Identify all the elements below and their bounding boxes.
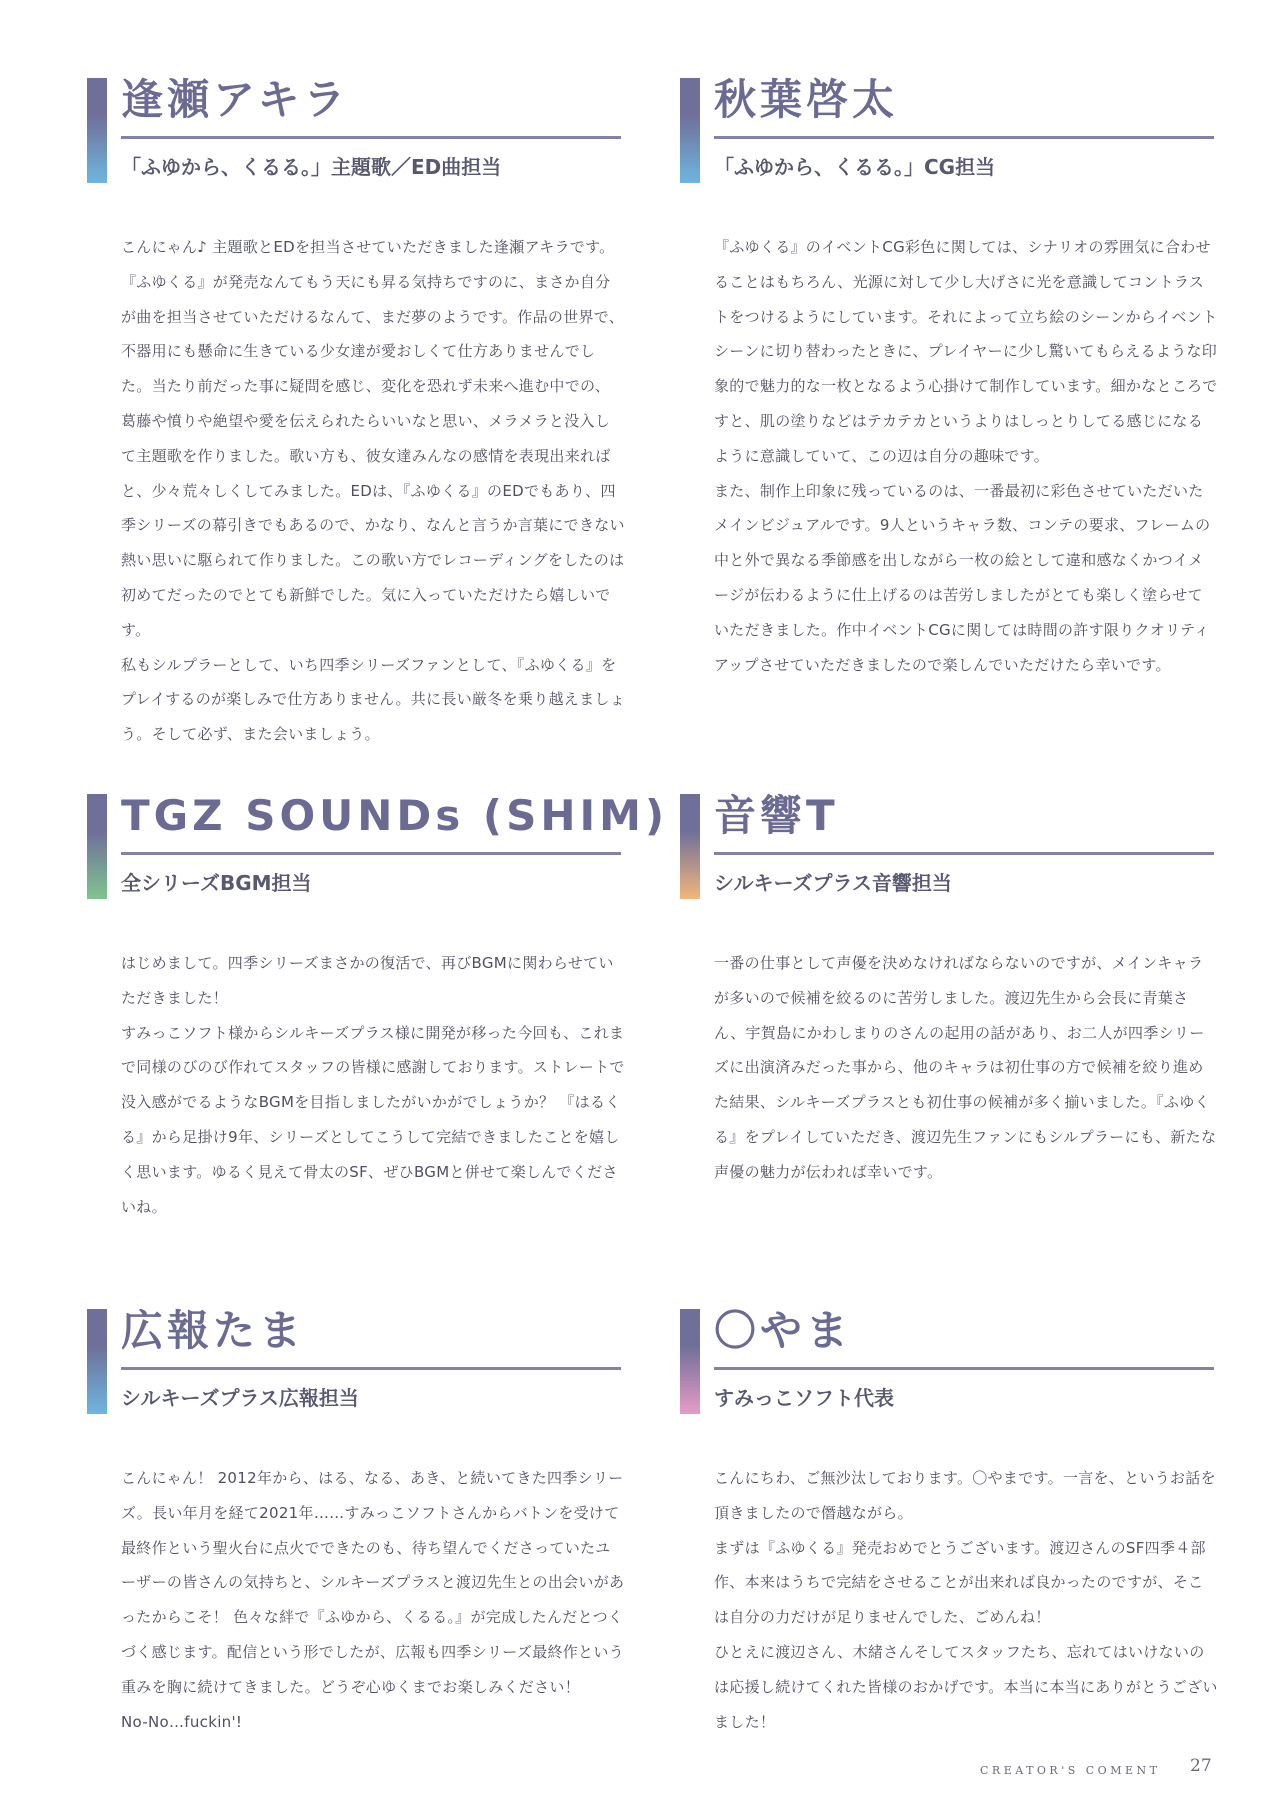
comment-paragraph: 私もシルプラーとして、いち四季シリーズファンとして、『ふゆくる』をプレイするのが楽しみで仕方ありません。共に長い厳冬を乗り越えましょう。そして必ず、また会いましょう。: [121, 655, 626, 744]
creator-name: 秋葉啓太: [714, 75, 899, 124]
comment-paragraph: No-No…fuckin'!: [121, 1712, 243, 1731]
comment-paragraph: こんにゃん♪ 主題歌とEDを担当させていただきました逢瀬アキラです。『ふゆくる』が発売なんてもう天にも昇る気持ちですのに、まさか自分が曲を担当させていただけるなんて、まだ夢のようです。作品の世界で、不器用にも懸命に生きている少女達が愛おしくて仕方ありませんでした。当たり前だった事に疑問を感じ、変化を恐れず未来へ進む中での、葛藤や憤りや絶望や愛を伝えられたらいいなと思い、メラメラと没入して主題歌を作りました。歌い方も、彼女達みんなの感情を表現出来ればと、少々荒々しくしてみました。EDは、『ふゆくる』のEDでもあり、四季シリーズの幕引きでもあるので、かなり、なんと言うか言葉にできない熱い思いに駆られて作りました。この歌い方でレコーディングをしたのは初めてだったのでとても新鮮でした。気に入っていただけたら嬉しいです。: [121, 238, 625, 639]
divider-rule: [121, 136, 621, 139]
creator-role: 「ふゆから、くるる。」CG担当: [714, 155, 996, 179]
comment-paragraph: こんにちわ、ご無沙汰しております。〇やまです。一言を、というお話を頂きましたので僭越ながら。: [714, 1469, 1216, 1522]
creator-role: 「ふゆから、くるる。」主題歌／ED曲担当: [121, 155, 502, 179]
divider-rule: [121, 852, 621, 855]
comment-body: [121, 230, 625, 752]
comment-paragraph: こんにゃん！ 2012年から、はる、なる、あき、と続いてきた四季シリーズ。長い年月を経て2021年……すみっこソフトさんからバトンを受けて最終作という聖火台に点火でできたのも、待ち望んでくださっていたユーザーの皆さんの気持ちと、シルキーズプラスと渡辺先生との出会いがあったからこそ！ 色々な絆で『ふゆから、くるる。』が完成したんだとつくづく感じます。配信という形でしたが、広報も四季シリーズ最終作という重みを胸に続けてきました。どうぞ心ゆくまでお楽しみください！: [121, 1469, 625, 1696]
divider-rule: [714, 136, 1214, 139]
creator-name: 広報たま: [121, 1306, 306, 1355]
comment-paragraph: また、制作上印象に残っているのは、一番最初に彩色させていただいたメインビジュアルです。9人というキャラ数、コンテの要求、フレームの中と外で異なる季節感を出しながら一枚の絵として違和感なくかつイメージが伝わるように仕上げるのは苦労しましたがとても楽しく塗らせていただきました。作中イベントCGに関しては時間の許す限りクオリティアップさせていただきましたので楽しんでいただけたら幸いです。: [714, 481, 1211, 674]
accent-bar: [680, 794, 700, 899]
comment-body: [714, 230, 1218, 682]
creator-role: 全シリーズBGM担当: [121, 871, 312, 895]
creator-role: すみっこソフト代表: [714, 1386, 894, 1410]
creator-name: 逢瀬アキラ: [121, 75, 350, 124]
comment-body: [121, 946, 625, 1224]
creator-name: 〇やま: [714, 1306, 853, 1355]
comment-paragraph: 『ふゆくる』のイベントCG彩色に関しては、シナリオの雰囲気に合わせることはもちろん、光源に対して少し大げさに光を意識してコントラストをつけるようにしています。それによって立ち絵のシーンからイベントシーンに切り替わったときに、プレイヤーに少し驚いてもらえるような印象的で魅力的な一枚となるよう心掛けて制作しています。細かなところですと、肌の塗りなどはテカテカというよりはしっとりしてる感じになるように意識していて、この辺は自分の趣味です。: [714, 238, 1218, 465]
comment-body: [121, 1461, 625, 1739]
accent-bar: [87, 794, 107, 899]
creator-name: TGZ SOUNDs (SHIM): [121, 791, 669, 840]
comment-paragraph: まずは『ふゆくる』発売おめでとうございます。渡辺さんのSF四季４部作、本来はうちで完結をさせることが出来れば良かったのですが、そこは自分の力だけが足りませんでした、ごめんね！: [714, 1538, 1206, 1627]
footer-label: CREATOR'S COMENT: [980, 1764, 1161, 1777]
comment-paragraph: はじめまして。四季シリーズまさかの復活で、再びBGMに関わらせていただきました！: [121, 954, 614, 1007]
accent-bar: [680, 1309, 700, 1414]
creator-name: 音響T: [714, 791, 839, 840]
divider-rule: [714, 852, 1214, 855]
page-number: 27: [1190, 1756, 1212, 1776]
accent-bar: [680, 78, 700, 183]
comment-body: [714, 946, 1218, 1190]
accent-bar: [87, 1309, 107, 1414]
comment-paragraph: すみっこソフト様からシルキーズプラス様に開発が移った今回も、これまで同様のびのび作れてスタッフの皆様に感謝しております。ストレートで没入感がでるようなBGMを目指しましたがいかがでしょうか？ 『はるくる』から足掛け9年、シリーズとしてこうして完結できましたことを嬉しく思います。ゆるく見えて骨太のSF、ぜひBGMと併せて楽しんでくださいね。: [121, 1023, 625, 1216]
accent-bar: [87, 78, 107, 183]
creator-role: シルキーズプラス広報担当: [121, 1386, 359, 1410]
creator-role: シルキーズプラス音響担当: [714, 871, 952, 895]
divider-rule: [714, 1367, 1214, 1370]
divider-rule: [121, 1367, 621, 1370]
comment-paragraph: 一番の仕事として声優を決めなければならないのですが、メインキャラが多いので候補を絞るのに苦労しました。渡辺先生から会長に青葉さん、宇賀島にかわしまりのさんの起用の話があり、お二人が四季シリーズに出演済みだった事から、他のキャラは初仕事の方で候補を絞り進めた結果、シルキーズプラスとも初仕事の候補が多く揃いました。『ふゆくる』をプレイしていただき、渡辺先生ファンにもシルプラーにも、新たな声優の魅力が伝われば幸いです。: [714, 954, 1217, 1181]
comment-body: [714, 1461, 1218, 1739]
comment-paragraph: ひとえに渡辺さん、木緒さんそしてスタッフたち、忘れてはいけないのは応援し続けてくれた皆様のおかげです。本当に本当にありがとうございました！: [714, 1642, 1218, 1731]
